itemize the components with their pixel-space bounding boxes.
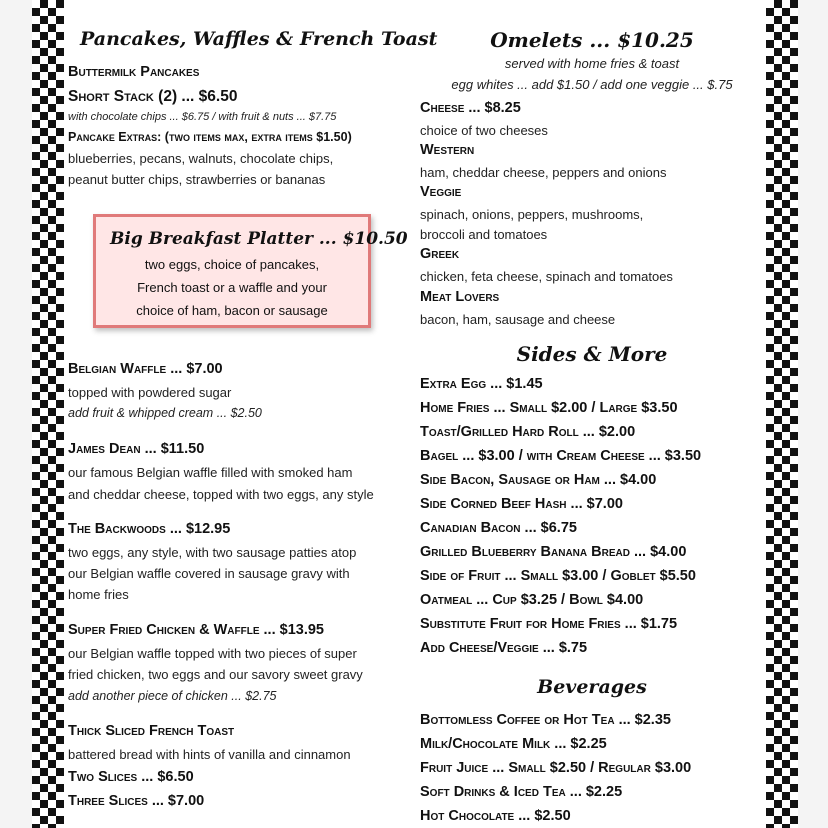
chicken-waffle-desc1: our Belgian waffle topped with two pieces of super (68, 646, 357, 661)
sides-list-item: Side Corned Beef Hash ... $7.00 (420, 496, 623, 512)
beverage-list-item: Hot Chocolate ... $2.50 (420, 808, 571, 824)
chicken-waffle-desc2: fried chicken, two eggs and our savory sweet gravy (68, 667, 363, 682)
sides-heading: Sides & More (516, 342, 668, 366)
pancakes-heading: Pancakes, Waffles & French Toast (80, 28, 438, 50)
platter-title: Big Breakfast Platter ... $10.50 (110, 229, 408, 249)
sides-list-item: Grilled Blueberry Banana Bread ... $4.00 (420, 544, 687, 560)
beverage-list-item: Bottomless Coffee or Hot Tea ... $2.35 (420, 712, 671, 728)
platter-line3: choice of ham, bacon or sausage (136, 303, 328, 318)
sides-list-item: Home Fries ... Small $2.00 / Large $3.50 (420, 400, 678, 416)
beverages-heading: Beverages (537, 676, 647, 698)
big-breakfast-platter-box (93, 214, 408, 328)
sides-list-item: Canadian Bacon ... $6.75 (420, 520, 577, 536)
sides-list-item: Oatmeal ... Cup $3.25 / Bowl $4.00 (420, 592, 644, 608)
backwoods-desc3: home fries (68, 587, 129, 602)
short-stack: Short Stack (2) ... $6.50 (68, 88, 238, 105)
french-toast-title: Thick Sliced French Toast (68, 723, 235, 739)
omelet-meat-lovers-desc: bacon, ham, sausage and cheese (420, 312, 616, 327)
omelet-greek-desc: chicken, feta cheese, spinach and tomatoes (420, 269, 673, 284)
omelet-cheese-desc: choice of two cheeses (420, 123, 548, 138)
beverage-list-item: Fruit Juice ... Small $2.50 / Regular $3.00 (420, 760, 692, 776)
checkered-border-right (766, 0, 798, 828)
belgian-waffle-title: Belgian Waffle ... $7.00 (68, 361, 223, 377)
omelets-addons: egg whites ... add $1.50 / add one veggie ... $.75 (451, 77, 733, 92)
pancake-extras-line1: blueberries, pecans, walnuts, chocolate chips, (68, 151, 334, 166)
james-dean-desc1: our famous Belgian waffle filled with smoked ham (68, 465, 353, 480)
omelet-veggie-title: Veggie (420, 184, 462, 200)
chicken-waffle-addon: add another piece of chicken ... $2.75 (68, 689, 277, 703)
james-dean-desc2: and cheddar cheese, topped with two eggs, any style (68, 487, 374, 502)
omelet-cheese-title: Cheese ... $8.25 (420, 100, 521, 116)
platter-line1: two eggs, choice of pancakes, (144, 257, 320, 272)
beverage-list-item: Milk/Chocolate Milk ... $2.25 (420, 736, 607, 752)
sides-list-item: Extra Egg ... $1.45 (420, 376, 543, 392)
chicken-waffle-title: Super Fried Chicken & Waffle ... $13.95 (68, 622, 324, 638)
buttermilk-title: Buttermilk Pancakes (68, 64, 200, 80)
sides-list-item: Side Bacon, Sausage or Ham ... $4.00 (420, 472, 657, 488)
omelet-western-desc: ham, cheddar cheese, peppers and onions (420, 165, 667, 180)
platter-line2: French toast or a waffle and your (137, 280, 327, 295)
sides-list-item: Substitute Fruit for Home Fries ... $1.75 (420, 616, 678, 632)
james-dean-title: James Dean ... $11.50 (68, 441, 205, 457)
french-toast-three-slices: Three Slices ... $7.00 (68, 793, 205, 809)
omelet-greek-title: Greek (420, 246, 460, 262)
backwoods-desc2: our Belgian waffle covered in sausage gravy with (68, 566, 350, 581)
backwoods-desc1: two eggs, any style, with two sausage patties atop (68, 545, 357, 560)
omelets-served: served with home fries & toast (504, 56, 680, 71)
pancake-extras-line2: peanut butter chips, strawberries or bananas (68, 172, 326, 187)
french-toast-desc: battered bread with hints of vanilla and cinnamon (68, 747, 351, 762)
omelets-heading: Omelets ... $10.25 (490, 28, 694, 52)
french-toast-two-slices: Two Slices ... $6.50 (68, 769, 194, 785)
omelet-meat-lovers-title: Meat Lovers (420, 289, 500, 305)
beverage-list-item: Soft Drinks & Iced Tea ... $2.25 (420, 784, 623, 800)
checkered-border-left (32, 0, 64, 828)
omelet-veggie-desc2: broccoli and tomatoes (420, 227, 548, 242)
belgian-waffle-addon: add fruit & whipped cream ... $2.50 (68, 406, 262, 420)
menu-page (64, 0, 766, 828)
omelet-western-title: Western (420, 142, 475, 158)
pancake-extras-title: Pancake Extras: (two items max, extra items $1.50) (68, 130, 352, 144)
short-stack-options: with chocolate chips ... $6.75 / with fruit & nuts ... $7.75 (68, 111, 337, 123)
backwoods-title: The Backwoods ... $12.95 (68, 521, 231, 537)
sides-list-item: Add Cheese/Veggie ... $.75 (420, 640, 588, 656)
sides-list-item: Toast/Grilled Hard Roll ... $2.00 (420, 424, 636, 440)
omelet-veggie-desc: spinach, onions, peppers, mushrooms, (420, 207, 644, 222)
sides-list-item: Bagel ... $3.00 / with Cream Cheese ... $3.50 (420, 448, 702, 464)
sides-list-item: Side of Fruit ... Small $3.00 / Goblet $5.50 (420, 568, 696, 584)
belgian-waffle-desc: topped with powdered sugar (68, 385, 232, 400)
